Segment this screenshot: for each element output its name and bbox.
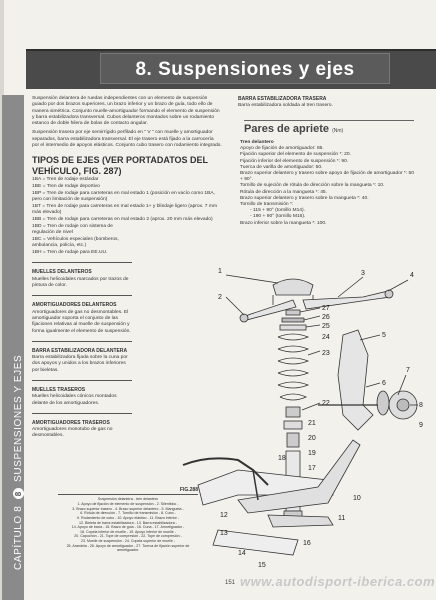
- intro-paragraph-1: Suspensión delantera de ruedas independientes con un elemento de suspensión guiado por dos brazos superiores, un brazo inferior y un brazo de guía, todo ello de manera simétrica. Conjunto muelle-amortiguador formando el elemento de suspensión y barra estabilizadora transversal. Cubos delanteros montados sobre un rodamiento estanco de doble hilera de bolas de contacto angular.: [32, 96, 220, 127]
- torque-list: [240, 140, 415, 227]
- list-item: 1BD = Tren de rodaje con sistema de regulación de nivel: [32, 223, 113, 236]
- upper-arm-front-shape: [303, 291, 390, 309]
- callout-5: 5: [382, 332, 386, 339]
- callout-24: 24: [322, 334, 330, 341]
- callout-23: 23: [322, 350, 330, 357]
- watermark-text: www.autodisport-iberica.com: [240, 574, 436, 589]
- list-item: 1BH = Tren de rodaje para EE.UU.: [32, 250, 108, 256]
- callout-25: 25: [322, 323, 330, 330]
- caption-line: 14. Apoyo de barra - 15. Brazo de guía - 16. Cuna - 17. Amortiguador -: [71, 525, 185, 530]
- list-item: 1BA = Tren de rodaje estándar: [32, 177, 99, 183]
- list-item: Brazo superior delantero y trasero sobre apoyo de fijación de amortiguador *: 50 + 90°.: [240, 171, 414, 183]
- caption-line: 6. Rótula de dirección - 7. Tornillo de transmisión - 8. Cubo -: [80, 511, 176, 516]
- callout-20: 20: [308, 435, 316, 442]
- list-item: Rótula de dirección a la mangueta *: 45.: [240, 189, 327, 195]
- callout-7: 7: [406, 367, 410, 374]
- torque-header-rule: [244, 120, 414, 121]
- right-column: [238, 96, 408, 113]
- callout-19: 19: [308, 450, 316, 457]
- caption-line: 9. Rodamiento de cubo - 10. Apoyo elástico - 11. Brazo inferior -: [76, 515, 179, 520]
- section-body: Amortiguadores de gas no desmontables. El amortiguador soporta el conjunto de las fijaciones relativas al muelle de suspensión y forma igualmente el elemento de suspensión.: [32, 309, 131, 334]
- section-divider: [32, 262, 132, 263]
- list-item: Fijación superior del elemento de suspensión *: 20.: [240, 152, 351, 158]
- tipos-heading: TIPOS DE EJES (VER PORTADATOS DEL VEHÍCULO, FIG. 287): [32, 155, 208, 177]
- list-item: 1BE = Tren de rodaje deportivo: [32, 184, 100, 190]
- torque-title-text: Pares de apriete: [244, 123, 329, 136]
- chapter-badge: 8: [13, 488, 24, 499]
- caption-line: 18. Copela inferior de muelle - 19. Apoyo inferior de muelle -: [80, 529, 176, 534]
- list-item: - 190 + 90° (tornillo M16).: [250, 214, 306, 220]
- list-item: 1BC = Vehículos especiales (bomberos, ambulancia, policía, etc.): [32, 237, 119, 249]
- callout-2: 2: [218, 294, 222, 301]
- page-number: 151: [225, 580, 236, 586]
- callout-6: 6: [382, 380, 386, 387]
- callout-18: 18: [278, 455, 286, 462]
- section-heading: MUELLES TRASEROS: [32, 387, 86, 393]
- chapter-title: 8. Suspensiones y ejes: [100, 53, 390, 84]
- section-body: Amortiguadores monotubo de gas no desmontables.: [32, 427, 113, 439]
- callout-8: 8: [419, 402, 423, 409]
- callout-10: 10: [353, 495, 361, 502]
- section-heading: AMORTIGUADORES DELANTEROS: [32, 302, 117, 309]
- intro-paragraph-2: Suspensión trasera por eje semirrígido perfilado en " V " con muelle y amortiguador separados, barra estabilizadora transversal. El eje trasero está fijado a la carrocería por el intermedio de apoyos elásticos. Conjunto cubo trasero con rodamiento integrado.: [32, 130, 222, 149]
- caption-rule: [58, 494, 198, 495]
- side-chapter-label: CAPÍTULO 8: [13, 505, 24, 570]
- callout-9: 9: [419, 422, 423, 429]
- torque-title: [244, 123, 414, 138]
- callout-22: 22: [322, 400, 330, 407]
- list-item: - 115 + 90° (tornillo M14).: [250, 208, 306, 214]
- callout-11: 11: [338, 515, 346, 522]
- section-divider: [32, 295, 132, 296]
- callout-14: 14: [238, 550, 246, 557]
- list-item: Tornillo de sujeción de rótula de dirección sobre la mangueta *: 10.: [240, 183, 385, 189]
- torque-subheading: Tren delantero: [240, 140, 274, 145]
- knuckle-shape: [338, 330, 373, 430]
- list-item: Brazo inferior sobre la mangueta *: 100.: [240, 220, 327, 226]
- section-body: Barra estabilizadora fijada sobre la cuna por dos apoyos y unidos a los brazos inferiores por bieletas.: [32, 355, 128, 373]
- rear-stabilizer-body: Barra estabilizadora soldada al tren trasero.: [238, 103, 333, 109]
- list-item: Apoyo de fijación de amortiguador: 85.: [240, 146, 324, 152]
- caption-line: 25. Arandela - 26. Apoyo de amortiguador - 27. Tuerca de fijación superior de amortiguador.: [66, 543, 190, 553]
- caption-line: 23. Muelle de suspensión - 24. Copela superior de muelle -: [80, 538, 176, 543]
- section-body: Muelles helicoidales marcados por trazos de pintura de color.: [32, 276, 129, 289]
- side-tab-label: [13, 355, 24, 570]
- list-item: 1BP = Tren de rodaje para carreteras en mal estado 1 (posición en vacío como 1BA, pero con limitación de suspensión): [32, 190, 216, 203]
- section-divider: [32, 341, 132, 342]
- list-item: 1BT = Tren de rodaje para carreteras en mal estado 1+ y blindaje ligero (aprox. 7 mm más elevado): [32, 204, 218, 216]
- caption-subtitle: Suspensión delantera - tren delantero: [97, 496, 159, 501]
- section-divider: [32, 413, 132, 414]
- section-heading: AMORTIGUADORES TRASEROS: [32, 419, 110, 426]
- section-heading: BARRA ESTABILIZADORA DELANTERA: [32, 347, 128, 354]
- suspension-exploded-diagram: [178, 255, 428, 580]
- callout-13: 13: [220, 530, 228, 537]
- callout-17: 17: [308, 465, 316, 472]
- suspension-mount-shape: [273, 279, 313, 295]
- torque-section-header: [244, 120, 414, 138]
- list-item: Fijación inferior del elemento de suspensión *: 90.: [240, 158, 349, 164]
- caption-line: 12. Bieleta de barra estabilizadora - 13. Barra estabilizadora -: [79, 520, 177, 525]
- callout-12: 12: [220, 512, 228, 519]
- callout-21: 21: [308, 420, 316, 427]
- coil-spring-shape: [278, 334, 308, 400]
- torque-unit: (Nm): [332, 128, 344, 135]
- section-heading: MUELLES DELANTEROS: [32, 269, 92, 276]
- figure-number: FIG.288: [179, 487, 198, 493]
- callout-27: 27: [322, 305, 330, 312]
- section-body: Muelles helicoidales cónicos montados delante de los amortiguadores.: [32, 394, 117, 406]
- rear-stabilizer-heading: BARRA ESTABILIZADORA TRASERA: [238, 96, 327, 102]
- callout-16: 16: [303, 540, 311, 547]
- list-item: Brazo superior delantero y trasero sobre la mangueta *: 40.: [240, 195, 369, 201]
- callout-4: 4: [410, 272, 414, 279]
- list-item: 1BB = Tren de rodaje para carreteras en mal estado 2 (aprox. 20 mm más elevado): [32, 217, 213, 223]
- side-section-label: SUSPENSIONES Y EJES: [13, 354, 24, 482]
- caption-line: 3. Brazo superior trasero - 4. Brazo superior delantero - 5. Mangueta -: [72, 506, 184, 511]
- left-sections: [32, 262, 132, 439]
- tipos-list: [32, 177, 222, 256]
- callout-26: 26: [322, 314, 330, 321]
- caption-line: 20. Capuchón - 21. Tope de compresión - 22. Tope de compresión -: [74, 534, 182, 539]
- list-item: Tornillo de transmisión *:: [240, 202, 294, 208]
- callout-15: 15: [258, 562, 266, 569]
- figure-caption: [58, 488, 198, 553]
- caption-line: 1. Apoyo de fijación de elemento de suspensión - 2. Silentbloc -: [77, 502, 179, 507]
- callout-3: 3: [361, 270, 365, 277]
- list-item: Tuerca de varilla de amortiguador: 50.: [240, 164, 323, 170]
- section-divider: [32, 380, 132, 381]
- callout-1: 1: [218, 268, 222, 275]
